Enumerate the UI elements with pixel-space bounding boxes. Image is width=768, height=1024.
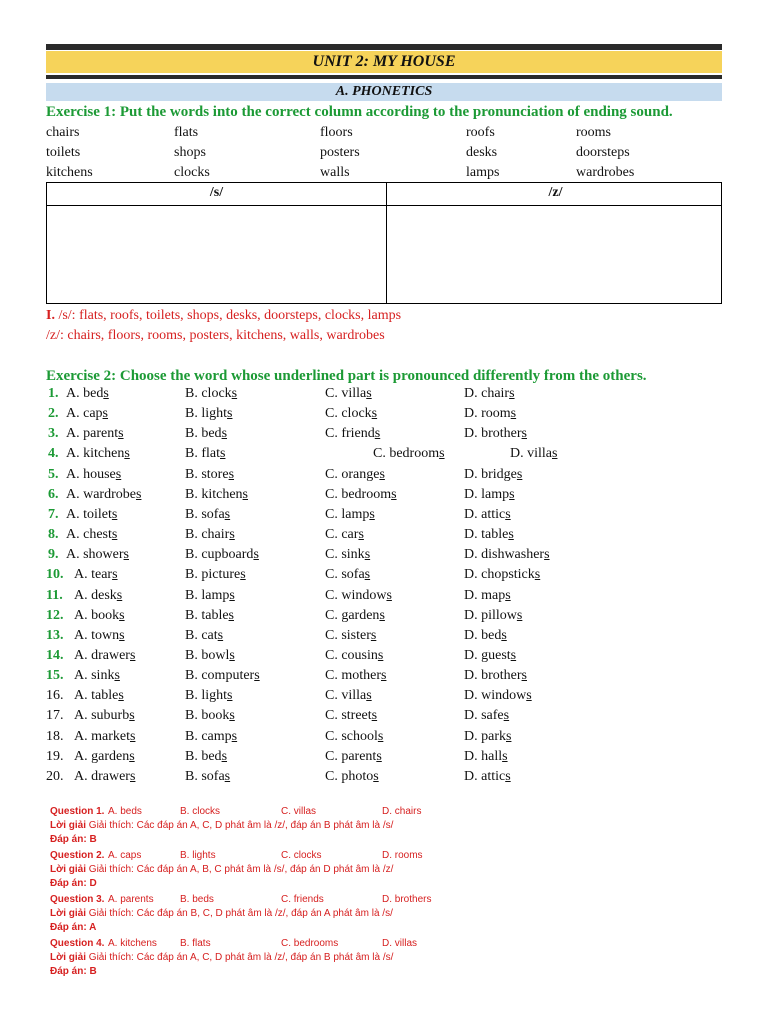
option-d[interactable]: D. rooms: [464, 406, 517, 422]
question-number: 16.: [46, 688, 64, 704]
solution-answer: Đáp án: A: [50, 922, 97, 933]
solution-answer: Đáp án: D: [50, 878, 97, 889]
word-item: shops: [174, 145, 206, 160]
word-item: rooms: [576, 125, 611, 140]
word-item: clocks: [174, 165, 210, 180]
option-b[interactable]: B. sofas: [185, 506, 231, 522]
option-d[interactable]: D. pillows: [464, 607, 523, 623]
column-header-s: /s/: [209, 185, 224, 200]
option-a[interactable]: A. sinks: [74, 668, 120, 684]
option-c[interactable]: C. villas: [325, 688, 372, 704]
question-number: 3.: [48, 426, 59, 442]
option-c[interactable]: C. windows: [325, 587, 392, 603]
question-number: 14.: [46, 647, 64, 663]
option-b[interactable]: B. lights: [185, 688, 233, 704]
option-b[interactable]: B. cats: [185, 627, 224, 643]
option-c[interactable]: C. oranges: [325, 466, 385, 482]
option-d[interactable]: D. brothers: [464, 668, 527, 684]
option-d[interactable]: D. parks: [464, 728, 512, 744]
option-d[interactable]: D. bridges: [464, 466, 523, 482]
answer-s: [46, 308, 401, 324]
option-a[interactable]: A. towns: [74, 627, 125, 643]
solution-explanation: Lời giải Giải thích: Các đáp án A, C, D phát âm là /z/, đáp án B phát âm là /s/: [50, 952, 394, 963]
word-item: posters: [320, 145, 360, 160]
option-a[interactable]: A. houses: [66, 466, 122, 482]
question-number: 8.: [48, 527, 59, 543]
option-c[interactable]: C. schools: [325, 728, 384, 744]
exercise1-heading: Exercise 1: Put the words into the correct column according to the pronunciation of ending sound.: [46, 104, 673, 120]
option-a[interactable]: A. drawers: [74, 768, 136, 784]
option-a[interactable]: A. tears: [74, 567, 118, 583]
exercise2-heading: Exercise 2: Choose the word whose underlined part is pronounced differently from the others.: [46, 368, 647, 384]
solution-explanation: Lời giải Giải thích: Các đáp án A, B, C phát âm là /s/, đáp án D phát âm là /z/: [50, 864, 394, 875]
solution-question: Question 4. A. kitchens B. flats C. bedrooms D. villas: [50, 938, 418, 949]
question-number: 5.: [48, 466, 59, 482]
option-b[interactable]: B. tables: [185, 607, 234, 623]
option-a[interactable]: A. drawers: [74, 647, 136, 663]
option-c[interactable]: C. photos: [325, 768, 379, 784]
word-item: wardrobes: [576, 165, 635, 180]
solution-answer: Đáp án: B: [50, 834, 97, 845]
option-c[interactable]: C. lamps: [325, 506, 375, 522]
word-item: kitchens: [46, 165, 93, 180]
title-rule: [46, 75, 722, 79]
option-a[interactable]: A. showers: [66, 547, 129, 563]
option-b[interactable]: B. chairs: [185, 527, 235, 543]
table-divider: [386, 183, 387, 303]
option-a[interactable]: A. suburbs: [74, 708, 135, 724]
top-rule: [46, 44, 722, 50]
word-item: toilets: [46, 145, 81, 160]
solution-question: Question 2. A. caps B. lights C. clocks D. rooms: [50, 850, 423, 861]
word-item: flats: [174, 125, 199, 140]
option-a[interactable]: A. books: [74, 607, 125, 623]
page-title: UNIT 2: MY HOUSE: [46, 51, 722, 73]
option-a[interactable]: A. markets: [74, 728, 136, 744]
option-a[interactable]: A. caps: [66, 406, 108, 422]
solution-explanation: Lời giải Giải thích: Các đáp án B, C, D phát âm là /z/, đáp án A phát âm là /s/: [50, 908, 393, 919]
word-item: desks: [466, 145, 498, 160]
question-number: 11.: [46, 587, 63, 603]
option-b[interactable]: B. kitchens: [185, 486, 248, 502]
question-number: 17.: [46, 708, 64, 724]
option-a[interactable]: A. gardens: [74, 748, 135, 764]
question-number: 2.: [48, 406, 59, 422]
option-c[interactable]: C. parents: [325, 748, 382, 764]
option-d[interactable]: D. chopsticks: [464, 567, 541, 583]
option-c[interactable]: C. mothers: [325, 668, 387, 684]
option-d[interactable]: D. lamps: [464, 486, 515, 502]
word-item: lamps: [466, 165, 500, 180]
option-b[interactable]: B. cupboards: [185, 547, 259, 563]
option-b[interactable]: B. bowls: [185, 647, 235, 663]
option-c[interactable]: C. streets: [325, 708, 378, 724]
question-number: 18.: [46, 728, 64, 744]
option-d[interactable]: D. windows: [464, 688, 532, 704]
option-c[interactable]: C. friends: [325, 426, 381, 442]
option-c[interactable]: C. clocks: [325, 406, 378, 422]
option-c[interactable]: C. cars: [325, 527, 364, 543]
option-b[interactable]: B. beds: [185, 748, 228, 764]
option-d[interactable]: D. attics: [464, 768, 511, 784]
word-item: roofs: [466, 125, 495, 140]
option-d[interactable]: D. chairs: [464, 386, 515, 401]
option-c[interactable]: C. villas: [325, 386, 372, 401]
option-d[interactable]: D. attics: [464, 506, 511, 522]
column-header-z: /z/: [548, 185, 563, 200]
option-d[interactable]: D. maps: [464, 587, 511, 603]
option-b[interactable]: B. sofas: [185, 768, 231, 784]
solution-explanation: Lời giải Giải thích: Các đáp án A, C, D phát âm là /z/, đáp án B phát âm là /s/: [50, 820, 394, 831]
question-number: 6.: [48, 486, 59, 502]
question-number: 19.: [46, 748, 64, 764]
option-b[interactable]: B. camps: [185, 728, 238, 744]
table-header-rule: [47, 205, 721, 206]
option-c[interactable]: C. cousins: [325, 647, 384, 663]
question-number: 15.: [46, 668, 64, 684]
option-b[interactable]: B. pictures: [185, 567, 246, 583]
option-a[interactable]: A. chests: [66, 527, 118, 543]
question-number: 9.: [48, 547, 59, 563]
option-a[interactable]: A. parents: [66, 426, 124, 442]
option-b[interactable]: B. books: [185, 708, 235, 724]
option-d[interactable]: D. guests: [464, 647, 517, 663]
answer-s-text: /s/: flats, roofs, toilets, shops, desks, doorsteps, clocks, lamps: [54, 308, 402, 323]
option-a[interactable]: A. tables: [74, 688, 124, 704]
option-a[interactable]: A. beds: [66, 386, 109, 401]
question-number: 7.: [48, 506, 59, 522]
option-c[interactable]: C. sofas: [325, 567, 371, 583]
option-a[interactable]: A. wardrobes: [66, 486, 142, 502]
option-a[interactable]: A. toilets: [66, 506, 118, 522]
option-c[interactable]: C. gardens: [325, 607, 385, 623]
question-number: 20.: [46, 768, 64, 784]
option-d[interactable]: D. brothers: [464, 426, 527, 442]
solution-answer: Đáp án: B: [50, 966, 97, 977]
solution-question: Question 1. A. beds B. clocks C. villas D. chairs: [50, 806, 422, 817]
section-title: A. PHONETICS: [46, 83, 722, 101]
option-b[interactable]: B. computers: [185, 668, 260, 684]
word-item: floors: [320, 125, 353, 140]
word-item: walls: [320, 165, 350, 180]
answer-z: /z/: chairs, floors, rooms, posters, kitchens, walls, wardrobes: [46, 328, 385, 343]
option-d[interactable]: D. beds: [464, 627, 507, 643]
word-item: doorsteps: [576, 145, 630, 160]
question-number: 10.: [46, 567, 64, 583]
option-d[interactable]: D. safes: [464, 708, 510, 724]
question-number: 1.: [48, 386, 59, 401]
option-c[interactable]: C. bedrooms: [325, 486, 397, 502]
option-b[interactable]: B. lamps: [185, 587, 235, 603]
option-a[interactable]: A. desks: [74, 587, 123, 603]
option-b[interactable]: B. beds: [185, 426, 228, 442]
answer-marker: I.: [46, 308, 55, 323]
option-b[interactable]: B. lights: [185, 406, 233, 422]
question-number: 13.: [46, 627, 64, 643]
question-number: 4.: [48, 446, 59, 462]
option-d[interactable]: D. tables: [464, 527, 514, 543]
option-c[interactable]: C. bedrooms: [373, 446, 445, 462]
option-c[interactable]: C. sinks: [325, 547, 371, 563]
option-c[interactable]: C. sisters: [325, 627, 377, 643]
solution-question: Question 3. A. parents B. beds C. friends D. brothers: [50, 894, 432, 905]
option-d[interactable]: D. halls: [464, 748, 508, 764]
option-b[interactable]: B. stores: [185, 466, 235, 482]
option-b[interactable]: B. clocks: [185, 386, 238, 401]
word-item: chairs: [46, 125, 80, 140]
sort-table: [46, 182, 722, 304]
option-b[interactable]: B. flats: [185, 446, 226, 462]
option-d[interactable]: D. dishwashers: [464, 547, 550, 563]
option-a[interactable]: A. kitchens: [66, 446, 130, 462]
question-number: 12.: [46, 607, 64, 623]
option-d[interactable]: D. villas: [510, 446, 558, 462]
